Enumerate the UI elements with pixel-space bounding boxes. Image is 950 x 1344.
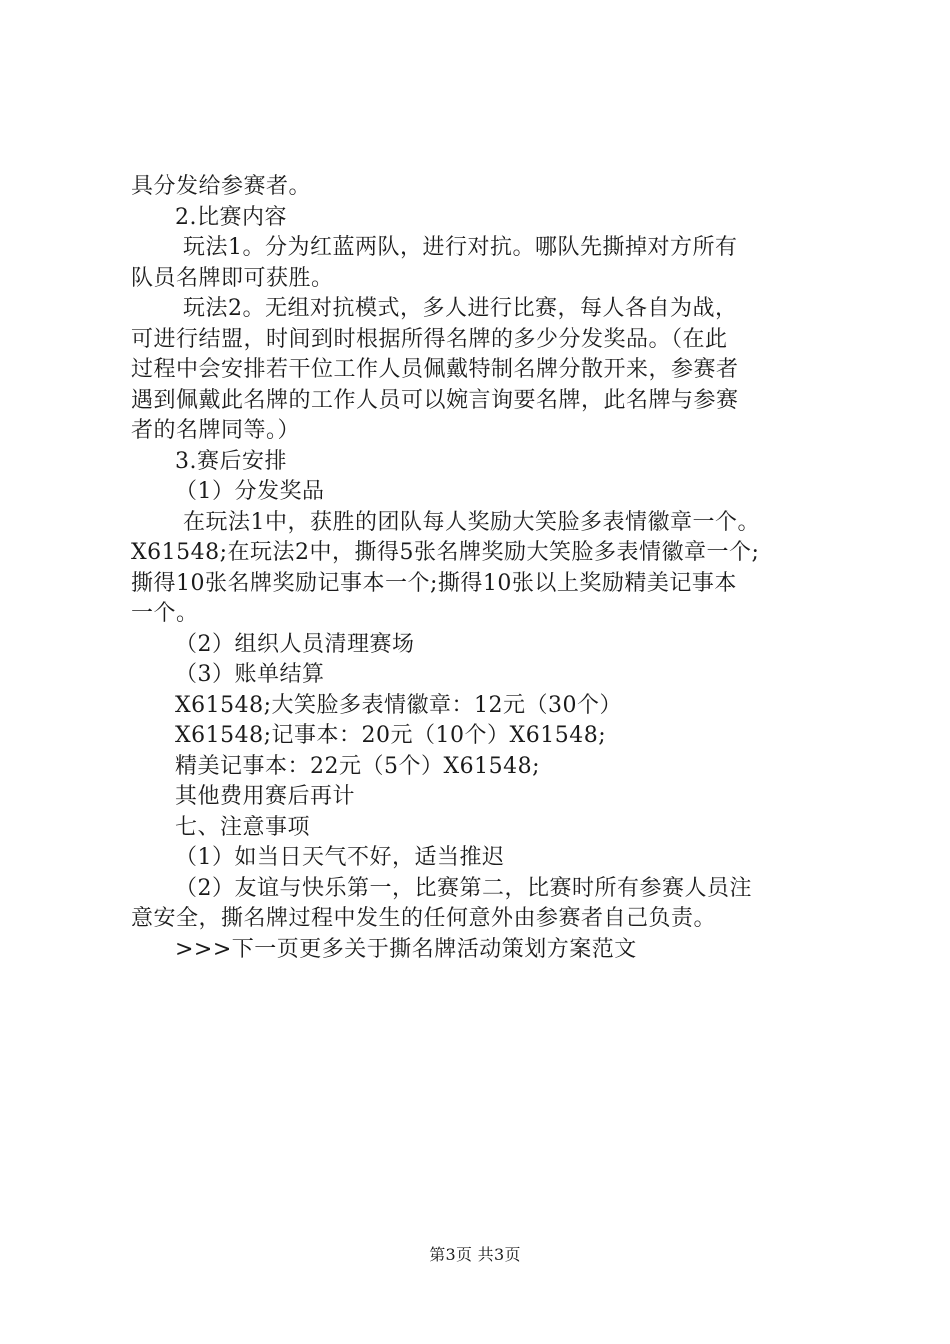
bill-item: 精美记事本：22元（5个）X61548; [175,753,541,779]
section-heading-post-game: 3.赛后安排 [175,448,287,474]
text-line: 玩法2。无组对抗模式，多人进行比赛，每人各自为战， [183,296,738,321]
bill-item: 其他费用赛后再计 [175,784,356,809]
text-line: 意安全，撕名牌过程中发生的任何意外由参赛者自己负责。 [131,906,717,931]
subsection-heading: （3）账单结算 [175,662,325,687]
section-heading-contest-content: 2.比赛内容 [175,204,287,230]
text-line: 玩法1。分为红蓝两队，进行对抗。哪队先撕掉对方所有 [183,235,738,260]
next-page-link-text: >>>下一页更多关于撕名牌活动策划方案范文 [175,936,637,962]
text-line: 在玩法1中，获胜的团队每人奖励大笑脸多表情徽章一个。 [183,509,760,535]
bill-item: X61548;记事本：20元（10个）X61548; [175,723,607,748]
document-body [131,172,831,965]
text-line: 过程中会安排若干位工作人员佩戴特制名牌分散开来，参赛者 [131,357,739,382]
text-line: 一个。 [131,601,199,626]
text-line: 遇到佩戴此名牌的工作人员可以婉言询要名牌，此名牌与参赛 [131,387,739,413]
section-heading-notes: 七、注意事项 [175,814,311,840]
text-line: 者的名牌同等。） [131,418,301,443]
text-line: 队员名牌即可获胜。 [131,265,334,291]
text-line: X61548;在玩法2中，撕得5张名牌奖励大笑脸多表情徽章一个; [131,540,760,565]
page-footer: 第3页 共3页 [429,1245,521,1264]
text-line: 具分发给参赛者。 [131,174,312,199]
text-line: （1）如当日天气不好，适当推迟 [175,845,505,870]
subsection-heading: （2）组织人员清理赛场 [175,631,415,657]
bill-item: X61548;大笑脸多表情徽章：12元（30个） [175,692,623,718]
text-line: （2）友谊与快乐第一，比赛第二，比赛时所有参赛人员注 [175,875,752,901]
text-line: 可进行结盟，时间到时根据所得名牌的多少分发奖品。（在此 [131,326,728,352]
text-line: 撕得10张名牌奖励记事本一个;撕得10张以上奖励精美记事本 [131,570,737,596]
subsection-heading: （1）分发奖品 [175,479,325,504]
